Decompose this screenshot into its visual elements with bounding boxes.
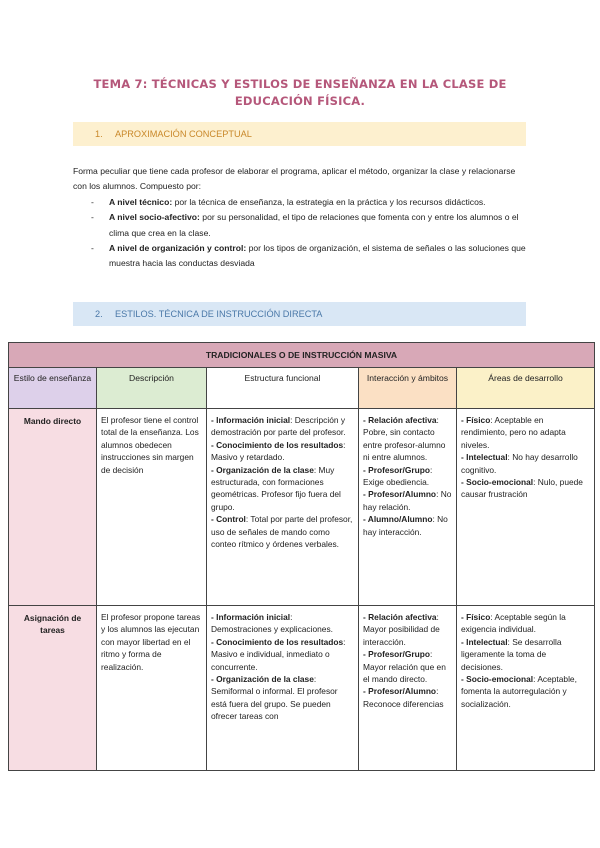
entry: - Organización de la clase: Muy estructurada, con formaciones geométricas. Profesor fijo fuera del grupo. xyxy=(211,464,341,512)
section-heading-1 xyxy=(73,122,526,146)
entry: - Físico: Aceptable en rendimiento, pero no adapta niveles. xyxy=(461,415,566,450)
intro-text xyxy=(73,164,531,272)
structure-cell xyxy=(207,409,359,606)
entry: - Información inicial: Demostraciones y explicaciones. xyxy=(211,612,333,635)
entry: - Socio-emocional: Nulo, puede causar frustración xyxy=(461,477,583,500)
style-name: Asignación de tareas xyxy=(9,606,97,771)
styles-table xyxy=(8,342,595,771)
section-number: 1. xyxy=(95,129,103,139)
section-label: ESTILOS. TÉCNICA DE INSTRUCCIÓN DIRECTA xyxy=(115,309,323,319)
bullet-text: por su personalidad, el tipo de relaciones que fomenta con y entre los alumnos o el clima que crea en la clase. xyxy=(109,212,519,238)
entry: - Intelectual: No hay desarrollo cognitivo. xyxy=(461,452,578,475)
header-description: Descripción xyxy=(97,368,207,409)
section-label: APROXIMACIÓN CONCEPTUAL xyxy=(115,129,252,139)
header-structure: Estructura funcional xyxy=(207,368,359,409)
bullet-text: por la técnica de enseñanza, la estrategia en la práctica y los recursos didácticos. xyxy=(172,196,486,207)
table-row xyxy=(9,409,595,606)
list-item xyxy=(73,241,531,272)
entry: - Físico: Aceptable según la exigencia individual. xyxy=(461,612,566,635)
description-cell: El profesor propone tareas y los alumnos las ejecutan con mayor libertad en el ritmo y forma de realización. xyxy=(97,606,207,771)
description-cell: El profesor tiene el control total de la enseñanza. Los alumnos obedecen instrucciones sin margen de decisión xyxy=(97,409,207,606)
entry: - Conocimiento de los resultados: Masivo e individual, inmediato o concurrente. xyxy=(211,636,346,672)
intro-list xyxy=(73,195,531,272)
intro-paragraph: Forma peculiar que tiene cada profesor de elaborar el programa, aplicar el método, organizar la clase y relacionarse con los alumnos. Compuesto por: xyxy=(73,166,516,192)
section-number: 2. xyxy=(95,309,103,319)
entry: - Socio-emocional: Aceptable, fomenta la autorregulación y socialización. xyxy=(461,674,577,709)
table-row xyxy=(9,606,595,771)
interaction-cell xyxy=(359,606,457,771)
entry: - Organización de la clase: Semiformal o informal. El profesor está fuera del grupo. Se pueden ofrecer tareas con xyxy=(211,674,338,722)
table-title: TRADICIONALES O DE INSTRUCCIÓN MASIVA xyxy=(9,343,595,368)
entry: - Profesor/Grupo: Exige obediencia. xyxy=(363,464,433,488)
entry: - Alumno/Alumno: No hay interacción. xyxy=(363,514,448,537)
entry: - Relación afectiva: Pobre, sin contacto entre profesor-alumno ni entre alumnos. xyxy=(363,415,446,463)
header-interaction: Interacción y ámbitos xyxy=(359,368,457,409)
areas-cell xyxy=(457,409,595,606)
section-heading-2 xyxy=(73,302,526,326)
structure-cell xyxy=(207,606,359,771)
entry: - Profesor/Alumno: No hay relación. xyxy=(363,489,452,512)
bullet-term: A nivel de organización y control: xyxy=(109,243,247,254)
entry: - Intelectual: Se desarrolla ligeramente la toma de decisiones. xyxy=(461,636,562,672)
areas-cell xyxy=(457,606,595,771)
entry: - Relación afectiva: Mayor posibilidad de interacción. xyxy=(363,612,440,647)
bullet-term: A nivel socio-afectivo: xyxy=(109,212,200,223)
header-areas: Áreas de desarrollo xyxy=(457,368,595,409)
entry: - Profesor/Alumno: Reconoce diferencias xyxy=(363,686,444,709)
page-title: TEMA 7: TÉCNICAS Y ESTILOS DE ENSEÑANZA EN LA CLASE DE EDUCACIÓN FÍSICA. xyxy=(93,77,507,108)
bullet-text: por los tipos de organización, el sistema de señales o las soluciones que muestra hacia las conductas desviada xyxy=(109,243,526,269)
header-style: Estilo de enseñanza xyxy=(9,368,97,409)
interaction-cell xyxy=(359,409,457,606)
entry: - Información inicial: Descripción y demostración por parte del profesor. xyxy=(211,415,346,438)
entry: - Conocimiento de los resultados: Masivo y retardado. xyxy=(211,439,346,463)
bullet-term: A nivel técnico: xyxy=(109,196,173,207)
style-name: Mando directo xyxy=(9,409,97,606)
list-item xyxy=(73,195,531,210)
entry: - Control: Total por parte del profesor, uso de señales de mando como conteo rítmico y órdenes verbales. xyxy=(211,514,353,550)
list-item xyxy=(73,210,531,241)
entry: - Profesor/Grupo: Mayor relación que en el mando directo. xyxy=(363,649,446,685)
